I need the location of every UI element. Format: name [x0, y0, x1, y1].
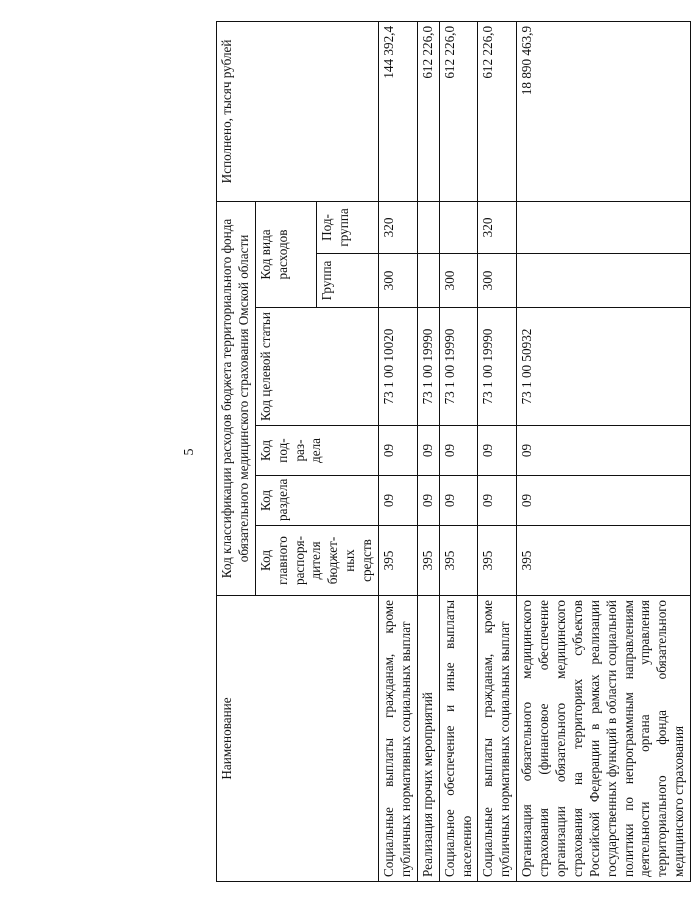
- table-row: [439, 21, 478, 881]
- page-number: 5: [182, 448, 197, 456]
- row-target-code: 73 1 00 19990: [439, 308, 478, 426]
- header-name: Наименование: [217, 596, 379, 882]
- table-row: [517, 21, 691, 881]
- row-target-code: 73 1 00 19990: [478, 308, 517, 426]
- header-section: Код раздела: [255, 476, 378, 526]
- row-subgroup-code: [417, 201, 439, 253]
- row-target-code: 73 1 00 19990: [417, 308, 439, 426]
- header-subsection: Код под-раз-дела: [255, 426, 378, 476]
- row-subgroup-code: [439, 201, 478, 253]
- row-manager-code: 395: [439, 526, 478, 596]
- row-subsection-code: 09: [478, 426, 517, 476]
- row-target-code: 73 1 00 10020: [379, 308, 418, 426]
- row-manager-code: 395: [517, 526, 691, 596]
- row-group-code: 300: [379, 254, 418, 308]
- row-group-code: [417, 254, 439, 308]
- row-manager-code: 395: [379, 526, 418, 596]
- table-row: [478, 21, 517, 881]
- row-section-code: 09: [379, 476, 418, 526]
- row-amount: 18 890 463,9: [517, 21, 691, 201]
- row-amount: 612 226,0: [478, 21, 517, 201]
- row-name: Организация обязательного медицинского страхования (финансовое обеспечение организации обязательного медицинского страхования на территориях субъектов Российской Федерации в рамках реализации государственных функций в области социальной политики по непрограммным направлениям деятельности органа управления территориального фонда обязательного медицинского страхования: [517, 596, 691, 882]
- expenses-table: [216, 21, 691, 882]
- header-classification: Код классификации расходов бюджета территориального фонда обязательного медицинского страхования Омской области: [217, 201, 256, 595]
- table-row: [417, 21, 439, 881]
- row-group-code: 300: [478, 254, 517, 308]
- row-subsection-code: 09: [439, 426, 478, 476]
- row-group-code: [517, 254, 691, 308]
- row-target-code: 73 1 00 50932: [517, 308, 691, 426]
- header-main-manager: Код главного распоря-дителя бюджет-ных средств: [255, 526, 378, 596]
- header-executed: Исполнено, тысяч рублей: [217, 21, 379, 201]
- row-manager-code: 395: [478, 526, 517, 596]
- header-group: Группа: [317, 254, 379, 308]
- table-row: [379, 21, 418, 881]
- header-subgroup: Под-группа: [317, 201, 379, 253]
- row-subsection-code: 09: [417, 426, 439, 476]
- row-subsection-code: 09: [379, 426, 418, 476]
- row-name: Реализация прочих мероприятий: [417, 596, 439, 882]
- row-section-code: 09: [517, 476, 691, 526]
- row-group-code: 300: [439, 254, 478, 308]
- header-expense-type: Код вида расходов: [255, 201, 317, 307]
- row-section-code: 09: [478, 476, 517, 526]
- row-manager-code: 395: [417, 526, 439, 596]
- row-amount: 612 226,0: [417, 21, 439, 201]
- row-name: Социальные выплаты гражданам, кроме публичных нормативных социальных выплат: [478, 596, 517, 882]
- row-section-code: 09: [417, 476, 439, 526]
- row-section-code: 09: [439, 476, 478, 526]
- rotated-table-frame: [182, 22, 687, 882]
- row-amount: 612 226,0: [439, 21, 478, 201]
- row-amount: 144 392,4: [379, 21, 418, 201]
- row-name: Социальные выплаты гражданам, кроме публичных нормативных социальных выплат: [379, 596, 418, 882]
- header-row: [217, 21, 256, 881]
- header-target: Код целевой статьи: [255, 308, 378, 426]
- row-name: Социальное обеспечение и иные выплаты населению: [439, 596, 478, 882]
- row-subsection-code: 09: [517, 426, 691, 476]
- row-subgroup-code: [517, 201, 691, 253]
- row-subgroup-code: 320: [379, 201, 418, 253]
- row-subgroup-code: 320: [478, 201, 517, 253]
